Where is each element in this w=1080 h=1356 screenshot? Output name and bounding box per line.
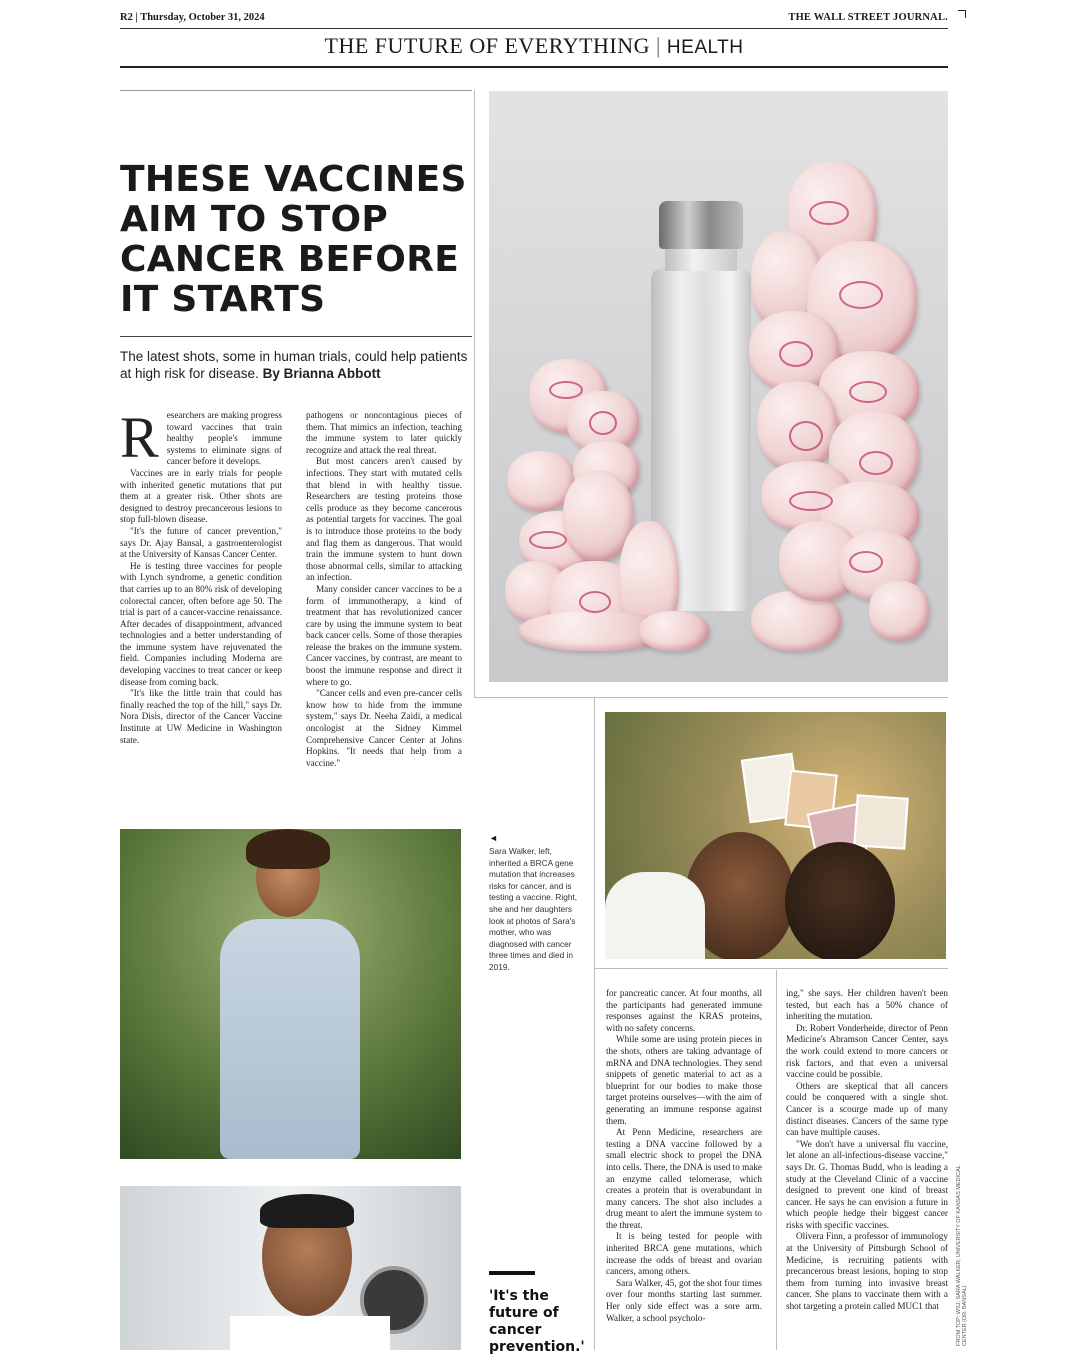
headline: THESE VACCINES AIM TO STOP CANCER BEFORE IT STARTS bbox=[120, 159, 467, 320]
paragraph: He is testing three vaccines for people with Lynch syndrome, a genetic condition that carries up to an 80% risk of developing colorectal cancer, often before age 50. The trial is part of a cancer-vaccine renaissance. After decades of disappointment, advanced technologies and a better understanding of the immune system have rejuvenated the field. Companies including Moderna are developing vaccines to treat cancer or keep disease from coming back. bbox=[120, 560, 282, 687]
paragraph: While some are using protein pieces in the shots, others are taking advantage of mRNA and DNA technologies. They send snippets of genetic material to act as a blueprint for our bodies to make those target proteins ourselves—with the aim of generating an immune response against them. bbox=[606, 1034, 762, 1126]
caption-text: Sara Walker, left, inherited a BRCA gene mutation that increases risks for cancer, and is testing a vaccine. Right, she and her daughters look at photos of Sara's mother, who was diagnosed with cancer three times and died in 2019. bbox=[489, 846, 578, 972]
paragraph: It is being tested for people with inherited BRCA gene mutations, which increase the odds of breast and ovarian cancers, among others. bbox=[606, 1231, 762, 1277]
text-column-divider bbox=[776, 970, 777, 1350]
photo-caption bbox=[489, 834, 579, 974]
section-main: THE FUTURE OF EVERYTHING bbox=[324, 33, 651, 58]
paragraph: "We don't have a universal flu vaccine, let alone an all-infectious-disease vaccine," says Dr. G. Thomas Budd, who is leading a study at the Cleveland Clinic of a vaccine designed to prevent one kind of breast cancer. He says he can envision a future in which people hedge their biggest cancer risks with specific vaccines. bbox=[786, 1138, 948, 1230]
dek-text: The latest shots, some in human trials, could help patients at high risk for disease. bbox=[120, 349, 468, 381]
paragraph: for pancreatic cancer. At four months, all the participants had generated immune responses against the KRAS proteins, with no safety concerns. bbox=[606, 988, 762, 1033]
corner-mark bbox=[958, 10, 966, 18]
paragraph: "It's the future of cancer prevention," says Dr. Ajay Bansal, a gastroenterologist at the University of Kansas Cancer Center. bbox=[120, 525, 282, 560]
column-top-rule bbox=[120, 90, 472, 91]
paragraph: "It's like the little train that could has finally reached the top of the hill," says Dr. Nora Disis, director of the Cancer Vaccine Institute at UW Medicine in Washington state. bbox=[120, 688, 282, 745]
family-photos-image bbox=[605, 712, 946, 959]
paragraph: Dr. Robert Vonderheide, director of Penn Medicine's Abramson Cancer Center, says the work could extend to more cancers or risk factors, and that even a universal vaccine could be possible. bbox=[786, 1022, 948, 1080]
paragraph: Many consider cancer vaccines to be a form of immunotherapy, a kind of treatment that has revolutionized cancer care by using the immune system to beat back cancer cells. Some of those therapies release the brakes on the immune system. Cancer vaccines, by contrast, are meant to boost the immune response and direct it where to go. bbox=[306, 583, 462, 687]
body-column-2 bbox=[306, 410, 462, 769]
paragraph: At Penn Medicine, researchers are testing a DNA vaccine followed by a small electric shock to propel the DNA into cells. There, the DNA is used to make an enzyme called telomerase, which creates a protein that is overabundant in many cancers. The shot also includes a drug meant to alert the immune system to the threat. bbox=[606, 1127, 762, 1230]
header-rule bbox=[120, 28, 948, 29]
lower-divider bbox=[594, 968, 948, 969]
sara-walker-portrait bbox=[120, 829, 461, 1159]
dek bbox=[120, 348, 470, 382]
pull-quote-bar bbox=[489, 1271, 535, 1275]
column-divider bbox=[474, 90, 475, 697]
body-column-4 bbox=[786, 988, 948, 1313]
pull-quote: 'It's the future of cancer prevention.' bbox=[489, 1288, 585, 1355]
dr-bansal-portrait bbox=[120, 1186, 461, 1350]
paragraph: Vaccines are in early trials for people with inherited genetic mutations that put them at a greater risk. Other shots are designed to destroy precancerous lesions to stop full-blown disease. bbox=[120, 467, 282, 525]
photo-divider bbox=[474, 697, 948, 698]
drop-cap: R bbox=[120, 405, 159, 470]
body-column-3 bbox=[606, 988, 762, 1324]
section-divider: | bbox=[656, 33, 661, 58]
byline: By Brianna Abbott bbox=[262, 366, 381, 381]
paragraph: ing," she says. Her children haven't been tested, but each has a 50% chance of inheriting the mutation. bbox=[786, 988, 948, 1022]
page-folio: R2 | Thursday, October 31, 2024 bbox=[120, 12, 265, 23]
body-column-1 bbox=[120, 405, 282, 746]
caption-column-divider bbox=[594, 697, 595, 1350]
paragraph: Sara Walker, 45, got the shot four times over four months starting last summer. Her only side effect was a sore arm. Walker, a school psycholo- bbox=[606, 1277, 762, 1323]
paragraph: "Cancer cells and even pre-cancer cells know how to hide from the immune system," says Dr. Neeha Zaidi, a medical oncologist at the Sidney Kimmel Comprehensive Cancer Center at Johns Hopkins. "It needs that help from a vaccine." bbox=[306, 688, 462, 768]
caption-arrow: ◄ bbox=[489, 833, 498, 843]
section-title bbox=[0, 33, 1068, 59]
paragraph: But most cancers aren't caused by infections. They start with mutated cells that blend in with healthy tissue. Researchers are testing proteins those cells produce as they become cancerous as potential targets for vaccines. The goal is to introduce those proteins to the body and flag them as dangerous. That would train the immune system to hunt down those abnormal cells, similar to attacking an infection. bbox=[306, 456, 462, 583]
paragraph: Others are skeptical that all cancers could be conquered with a single shot. Cancer is a scourge made up of many distinct diseases. Cancers of the same type can have multiple causes. bbox=[786, 1080, 948, 1138]
section-rule bbox=[120, 66, 948, 68]
paragraph: Olivera Finn, a professor of immunology at the University of Pittsburgh School of Medicine, is recruiting patients with precancerous breast lesions, hoping to stop them from turning into invasive breast cancer. She plans to vaccinate them with a shot targeting a protein called MUC1 that bbox=[786, 1231, 948, 1312]
masthead: THE WALL STREET JOURNAL. bbox=[788, 12, 948, 23]
paragraph: pathogens or noncontagious pieces of them. That mimics an infection, teaching the immune system to later quickly recognize and attack the real threat. bbox=[306, 410, 462, 455]
photo-credit: FROM TOP: WSJ; SARA WALKER; UNIVERSITY OF KANSAS MEDICAL CENTER (DR. BANSAL) bbox=[956, 1165, 968, 1346]
headline-rule bbox=[120, 336, 472, 337]
paragraph: esearchers are making progress toward vaccines that train healthy people's immune systems to eliminate signs of cancer before it develops. bbox=[166, 410, 282, 467]
section-sub: HEALTH bbox=[666, 37, 744, 58]
vaccine-vial-photo bbox=[489, 91, 948, 682]
